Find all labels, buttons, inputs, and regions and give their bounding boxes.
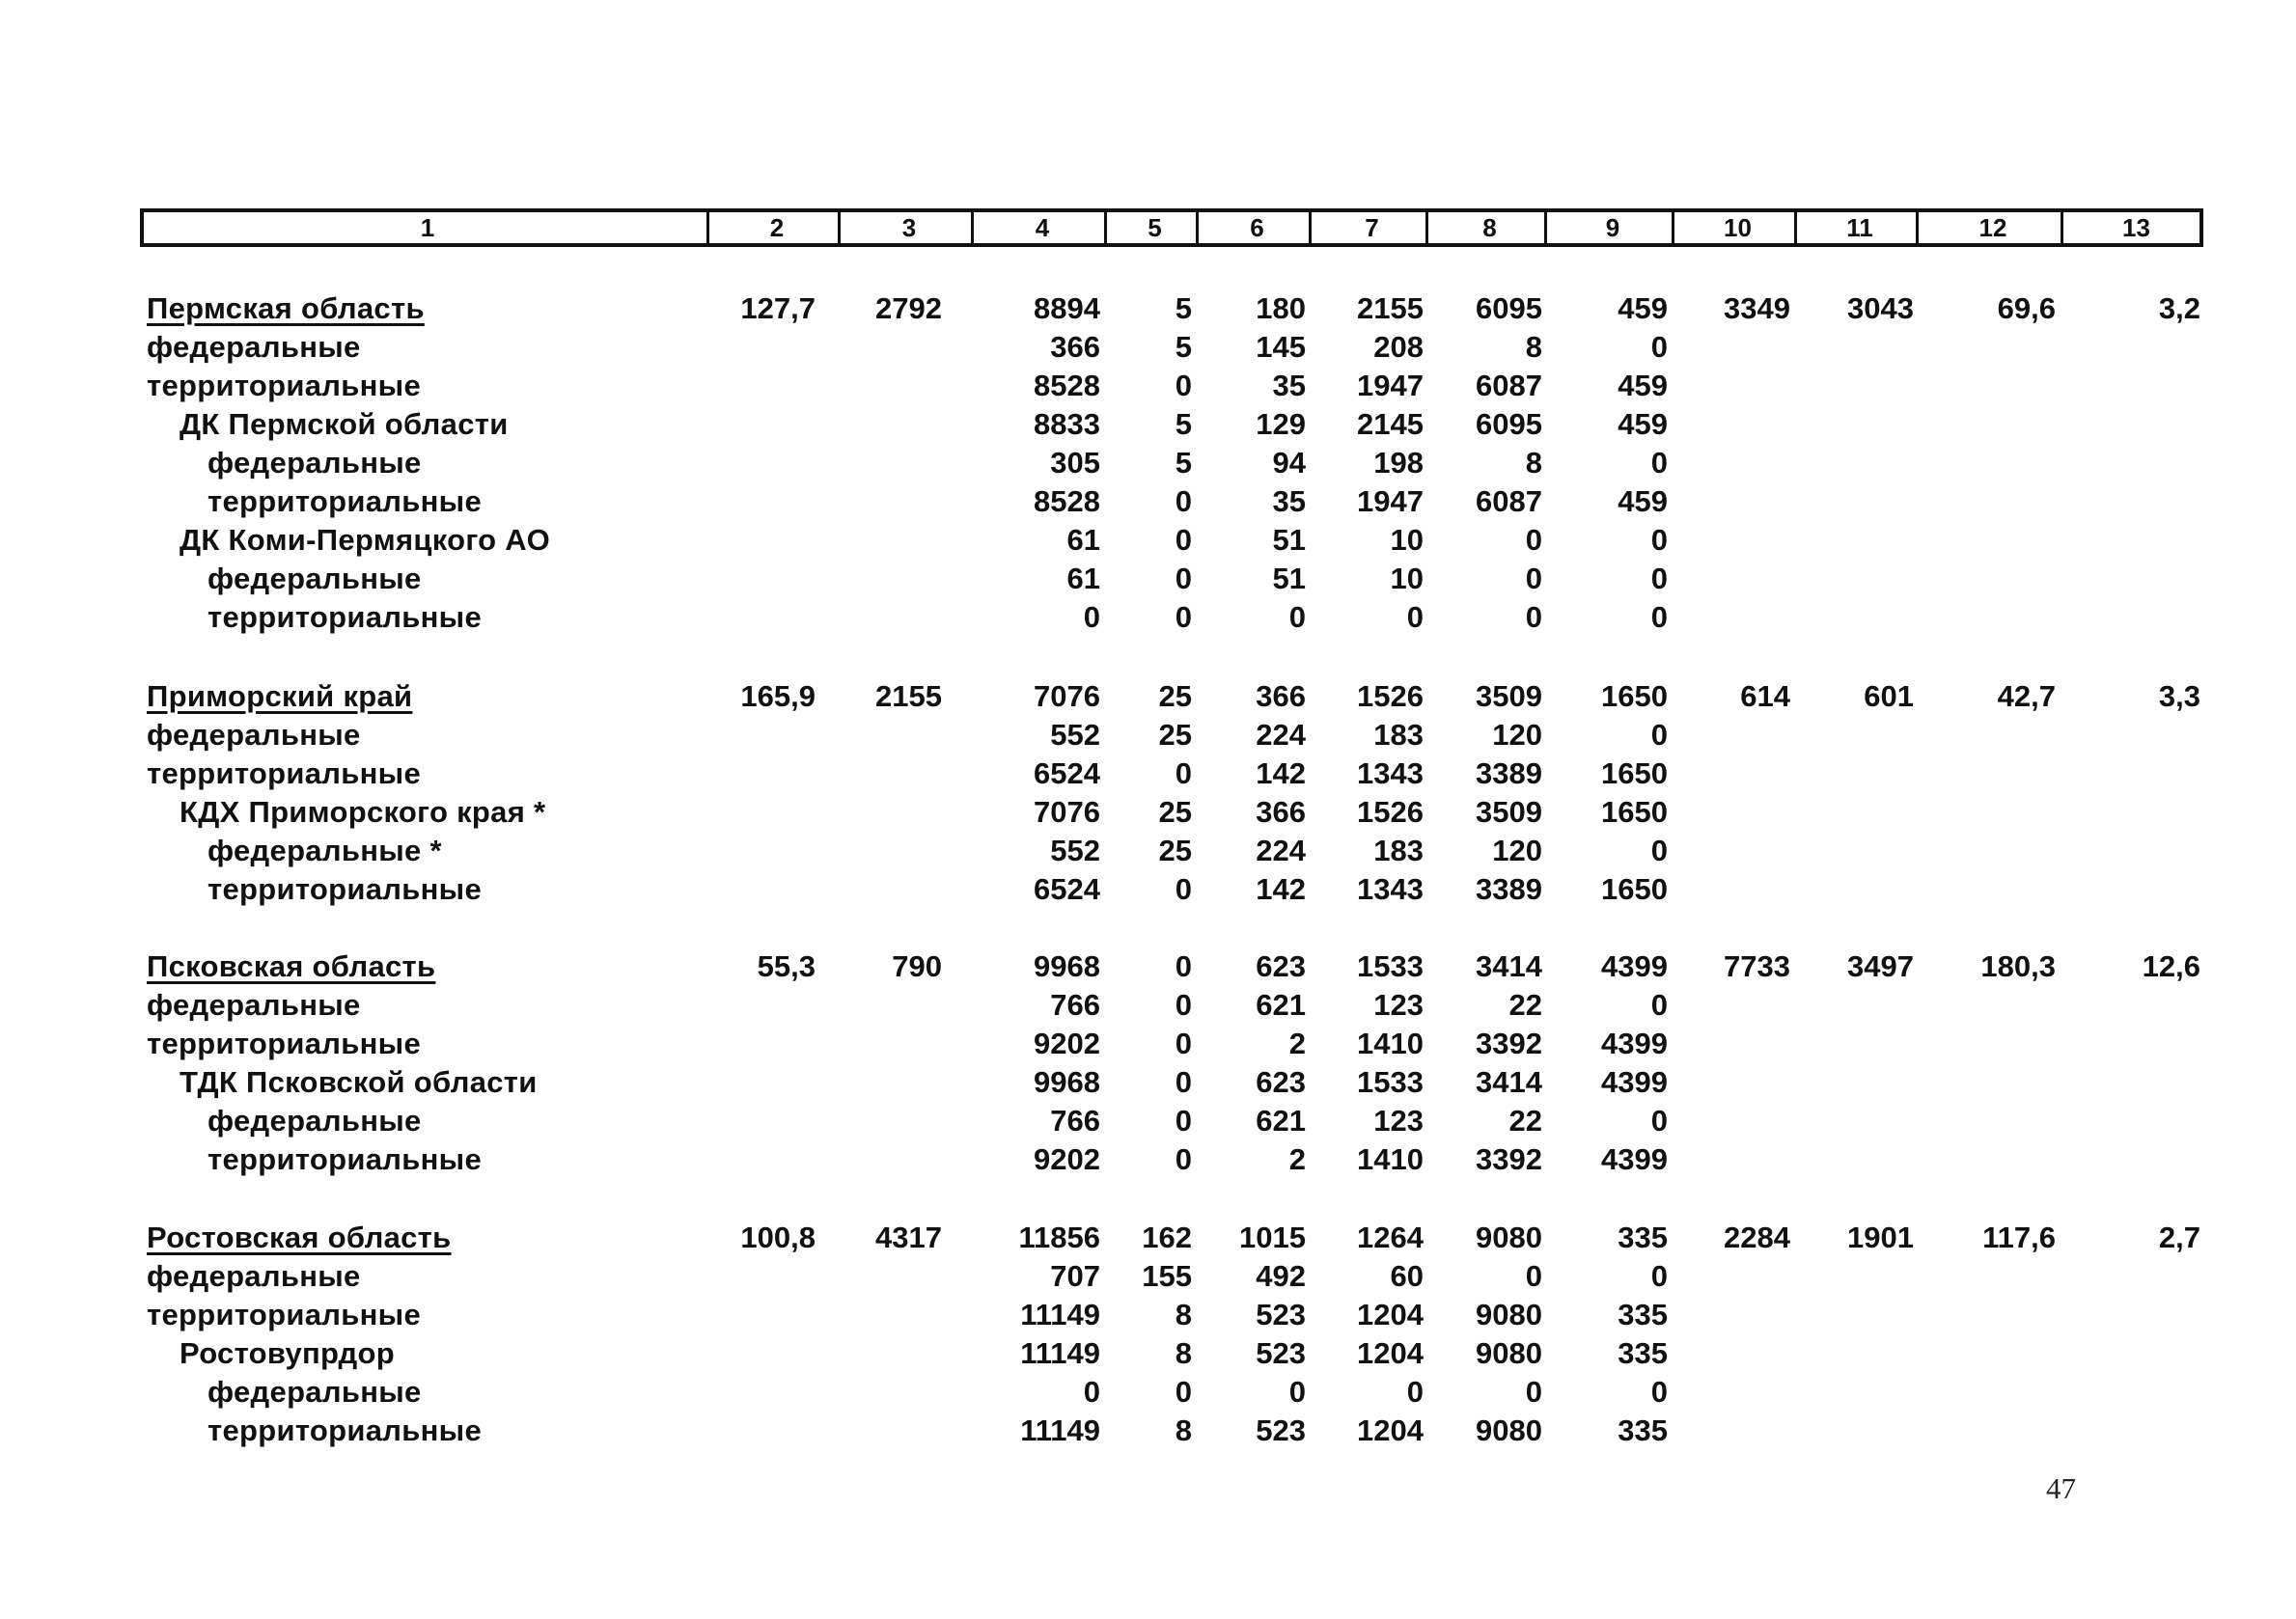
cell-col-8: 3414 xyxy=(1476,1065,1542,1099)
cell-col-11: 1901 xyxy=(1847,1221,1914,1254)
cell-col-11: 3497 xyxy=(1847,949,1914,983)
cell-col-8: 9080 xyxy=(1476,1413,1542,1447)
cell-col-9: 4399 xyxy=(1601,1065,1668,1099)
cell-col-8: 6095 xyxy=(1476,407,1542,441)
row-label: федеральные xyxy=(147,988,361,1022)
row-label: федеральные xyxy=(147,330,361,364)
cell-col-8: 9080 xyxy=(1476,1221,1542,1254)
cell-col-7: 1947 xyxy=(1357,369,1424,402)
cell-col-5: 25 xyxy=(1158,795,1192,829)
cell-col-9: 1650 xyxy=(1601,756,1668,790)
cell-col-5: 0 xyxy=(1175,756,1192,790)
cell-col-2: 165,9 xyxy=(740,679,816,713)
column-header-11: 11 xyxy=(1846,212,1873,242)
cell-col-4: 11149 xyxy=(1020,1413,1100,1447)
cell-col-6: 142 xyxy=(1256,756,1306,790)
cell-col-7: 1533 xyxy=(1357,1065,1424,1099)
cell-col-8: 0 xyxy=(1525,1375,1542,1409)
cell-col-6: 0 xyxy=(1288,600,1306,634)
cell-col-12: 117,6 xyxy=(1982,1221,2056,1254)
cell-col-7: 198 xyxy=(1373,446,1424,480)
cell-col-6: 1015 xyxy=(1239,1221,1306,1254)
table-row xyxy=(0,407,2296,446)
cell-col-8: 3389 xyxy=(1476,756,1542,790)
cell-col-7: 1204 xyxy=(1357,1413,1424,1447)
region-row xyxy=(0,291,2296,330)
table-row xyxy=(0,1104,2296,1142)
cell-col-7: 1947 xyxy=(1357,484,1424,518)
cell-col-5: 0 xyxy=(1175,872,1192,906)
cell-col-6: 366 xyxy=(1256,795,1306,829)
cell-col-6: 224 xyxy=(1256,718,1306,752)
region-name: Ростовская область xyxy=(147,1221,452,1254)
cell-col-6: 2 xyxy=(1288,1142,1306,1176)
cell-col-6: 145 xyxy=(1256,330,1306,364)
cell-col-13: 3,3 xyxy=(2158,679,2200,713)
cell-col-8: 6087 xyxy=(1476,484,1542,518)
table-row xyxy=(0,600,2296,639)
cell-col-9: 459 xyxy=(1618,291,1668,325)
cell-col-3: 2792 xyxy=(875,291,942,325)
cell-col-3: 2155 xyxy=(875,679,942,713)
cell-col-8: 8 xyxy=(1525,330,1542,364)
cell-col-9: 1650 xyxy=(1601,795,1668,829)
cell-col-4: 6524 xyxy=(1034,872,1100,906)
cell-col-7: 1343 xyxy=(1357,872,1424,906)
table-row xyxy=(0,988,2296,1027)
cell-col-6: 94 xyxy=(1272,446,1306,480)
column-header-3: 3 xyxy=(901,212,917,242)
cell-col-4: 766 xyxy=(1050,988,1100,1022)
cell-col-9: 4399 xyxy=(1601,1142,1668,1176)
region-row xyxy=(0,1221,2296,1259)
cell-col-2: 55,3 xyxy=(757,949,816,983)
cell-col-5: 8 xyxy=(1175,1413,1192,1447)
row-label: федеральные xyxy=(207,446,422,480)
cell-col-4: 0 xyxy=(1083,600,1100,634)
cell-col-6: 51 xyxy=(1272,562,1306,595)
row-label: территориальные xyxy=(207,1142,482,1176)
cell-col-9: 0 xyxy=(1650,988,1668,1022)
cell-col-7: 0 xyxy=(1406,1375,1424,1409)
cell-col-10: 614 xyxy=(1740,679,1790,713)
cell-col-8: 3389 xyxy=(1476,872,1542,906)
table-row xyxy=(0,1259,2296,1298)
cell-col-6: 523 xyxy=(1256,1413,1306,1447)
cell-col-9: 0 xyxy=(1650,1259,1668,1293)
cell-col-9: 1650 xyxy=(1601,679,1668,713)
cell-col-4: 366 xyxy=(1050,330,1100,364)
cell-col-9: 0 xyxy=(1650,446,1668,480)
cell-col-9: 1650 xyxy=(1601,872,1668,906)
cell-col-5: 25 xyxy=(1158,718,1192,752)
cell-col-8: 0 xyxy=(1525,562,1542,595)
cell-col-7: 183 xyxy=(1373,834,1424,867)
cell-col-8: 120 xyxy=(1492,718,1542,752)
cell-col-7: 2155 xyxy=(1357,291,1424,325)
cell-col-8: 0 xyxy=(1525,600,1542,634)
cell-col-9: 335 xyxy=(1618,1221,1668,1254)
cell-col-5: 25 xyxy=(1158,679,1192,713)
column-header-8: 8 xyxy=(1482,212,1497,242)
cell-col-4: 61 xyxy=(1066,562,1100,595)
cell-col-5: 0 xyxy=(1175,600,1192,634)
table-row xyxy=(0,330,2296,369)
cell-col-4: 6524 xyxy=(1034,756,1100,790)
region-name: Приморский край xyxy=(147,679,413,713)
row-label: территориальные xyxy=(207,600,482,634)
region-name: Псковская область xyxy=(147,949,436,983)
cell-col-8: 9080 xyxy=(1476,1298,1542,1331)
cell-col-7: 1526 xyxy=(1357,795,1424,829)
row-label: территориальные xyxy=(207,484,482,518)
row-label: КДХ Приморского края * xyxy=(180,795,546,829)
row-label: территориальные xyxy=(147,1298,421,1331)
cell-col-5: 8 xyxy=(1175,1298,1192,1331)
cell-col-7: 1264 xyxy=(1357,1221,1424,1254)
cell-col-5: 5 xyxy=(1175,330,1192,364)
row-label: территориальные xyxy=(147,756,421,790)
row-label: территориальные xyxy=(207,1413,482,1447)
row-label: Ростовупрдор xyxy=(180,1336,395,1370)
cell-col-5: 155 xyxy=(1142,1259,1192,1293)
cell-col-4: 552 xyxy=(1050,718,1100,752)
cell-col-5: 162 xyxy=(1142,1221,1192,1254)
cell-col-6: 0 xyxy=(1288,1375,1306,1409)
cell-col-12: 69,6 xyxy=(1997,291,2056,325)
row-label: ДК Пермской области xyxy=(180,407,509,441)
cell-col-7: 0 xyxy=(1406,600,1424,634)
cell-col-5: 25 xyxy=(1158,834,1192,867)
row-label: территориальные xyxy=(147,369,421,402)
cell-col-8: 22 xyxy=(1508,988,1542,1022)
column-header-10: 10 xyxy=(1724,212,1752,242)
cell-col-8: 120 xyxy=(1492,834,1542,867)
cell-col-9: 459 xyxy=(1618,484,1668,518)
row-label: федеральные * xyxy=(207,834,442,867)
table-row xyxy=(0,562,2296,600)
table-row xyxy=(0,523,2296,562)
cell-col-6: 523 xyxy=(1256,1298,1306,1331)
cell-col-6: 366 xyxy=(1256,679,1306,713)
row-label: ТДК Псковской области xyxy=(180,1065,538,1099)
column-header-13: 13 xyxy=(2122,212,2150,242)
cell-col-3: 4317 xyxy=(875,1221,942,1254)
cell-col-2: 100,8 xyxy=(740,1221,816,1254)
cell-col-5: 0 xyxy=(1175,1027,1192,1060)
cell-col-6: 621 xyxy=(1256,988,1306,1022)
row-label: ДК Коми-Пермяцкого АО xyxy=(180,523,550,557)
cell-col-7: 1533 xyxy=(1357,949,1424,983)
cell-col-8: 3392 xyxy=(1476,1142,1542,1176)
cell-col-9: 0 xyxy=(1650,718,1668,752)
cell-col-9: 0 xyxy=(1650,330,1668,364)
cell-col-13: 12,6 xyxy=(2142,949,2200,983)
cell-col-8: 6095 xyxy=(1476,291,1542,325)
column-header-2: 2 xyxy=(769,212,785,242)
table-row xyxy=(0,834,2296,872)
cell-col-6: 621 xyxy=(1256,1104,1306,1138)
cell-col-5: 0 xyxy=(1175,562,1192,595)
cell-col-11: 601 xyxy=(1864,679,1914,713)
column-header-12: 12 xyxy=(1978,212,2007,242)
cell-col-4: 9968 xyxy=(1034,949,1100,983)
cell-col-9: 0 xyxy=(1650,523,1668,557)
column-header-1: 1 xyxy=(420,212,435,242)
table-row xyxy=(0,756,2296,795)
cell-col-7: 10 xyxy=(1390,562,1424,595)
cell-col-6: 35 xyxy=(1272,484,1306,518)
cell-col-4: 9968 xyxy=(1034,1065,1100,1099)
cell-col-4: 7076 xyxy=(1034,679,1100,713)
region-name: Пермская область xyxy=(147,291,425,325)
cell-col-4: 9202 xyxy=(1034,1142,1100,1176)
cell-col-9: 459 xyxy=(1618,407,1668,441)
cell-col-5: 0 xyxy=(1175,369,1192,402)
cell-col-7: 123 xyxy=(1373,1104,1424,1138)
cell-col-4: 766 xyxy=(1050,1104,1100,1138)
column-header-5: 5 xyxy=(1148,212,1162,242)
cell-col-7: 208 xyxy=(1373,330,1424,364)
cell-col-8: 0 xyxy=(1525,523,1542,557)
row-label: территориальные xyxy=(147,1027,421,1060)
cell-col-4: 8833 xyxy=(1034,407,1100,441)
cell-col-6: 224 xyxy=(1256,834,1306,867)
cell-col-7: 2145 xyxy=(1357,407,1424,441)
cell-col-7: 123 xyxy=(1373,988,1424,1022)
region-row xyxy=(0,679,2296,718)
cell-col-6: 129 xyxy=(1256,407,1306,441)
table-row xyxy=(0,795,2296,834)
cell-col-7: 1343 xyxy=(1357,756,1424,790)
cell-col-9: 0 xyxy=(1650,562,1668,595)
cell-col-9: 0 xyxy=(1650,1104,1668,1138)
table-row xyxy=(0,369,2296,407)
cell-col-6: 2 xyxy=(1288,1027,1306,1060)
row-label: федеральные xyxy=(147,718,361,752)
cell-col-6: 35 xyxy=(1272,369,1306,402)
cell-col-7: 1410 xyxy=(1357,1027,1424,1060)
cell-col-12: 180,3 xyxy=(1980,949,2056,983)
cell-col-8: 0 xyxy=(1525,1259,1542,1293)
cell-col-5: 5 xyxy=(1175,446,1192,480)
table-row xyxy=(0,1298,2296,1336)
cell-col-7: 1204 xyxy=(1357,1298,1424,1331)
cell-col-4: 8894 xyxy=(1034,291,1100,325)
cell-col-5: 5 xyxy=(1175,407,1192,441)
column-header-4: 4 xyxy=(1035,212,1050,242)
cell-col-5: 0 xyxy=(1175,1142,1192,1176)
cell-col-13: 2,7 xyxy=(2158,1221,2200,1254)
cell-col-4: 11149 xyxy=(1020,1298,1100,1331)
cell-col-9: 4399 xyxy=(1601,1027,1668,1060)
cell-col-8: 8 xyxy=(1525,446,1542,480)
cell-col-4: 8528 xyxy=(1034,484,1100,518)
cell-col-12: 42,7 xyxy=(1997,679,2056,713)
cell-col-9: 335 xyxy=(1618,1298,1668,1331)
table-row xyxy=(0,1065,2296,1104)
cell-col-4: 11149 xyxy=(1020,1336,1100,1370)
cell-col-9: 459 xyxy=(1618,369,1668,402)
cell-col-3: 790 xyxy=(892,949,942,983)
table-row xyxy=(0,1413,2296,1452)
table-row xyxy=(0,1142,2296,1181)
cell-col-5: 0 xyxy=(1175,1065,1192,1099)
cell-col-5: 0 xyxy=(1175,988,1192,1022)
cell-col-5: 0 xyxy=(1175,949,1192,983)
cell-col-5: 5 xyxy=(1175,291,1192,325)
page-number: 47 xyxy=(2046,1471,2076,1505)
cell-col-8: 9080 xyxy=(1476,1336,1542,1370)
cell-col-10: 2284 xyxy=(1724,1221,1790,1254)
cell-col-6: 623 xyxy=(1256,949,1306,983)
cell-col-7: 60 xyxy=(1390,1259,1424,1293)
cell-col-7: 10 xyxy=(1390,523,1424,557)
cell-col-6: 142 xyxy=(1256,872,1306,906)
cell-col-7: 1526 xyxy=(1357,679,1424,713)
cell-col-8: 22 xyxy=(1508,1104,1542,1138)
cell-col-8: 3392 xyxy=(1476,1027,1542,1060)
cell-col-8: 3509 xyxy=(1476,795,1542,829)
cell-col-7: 183 xyxy=(1373,718,1424,752)
column-header-6: 6 xyxy=(1250,212,1264,242)
cell-col-9: 0 xyxy=(1650,600,1668,634)
cell-col-8: 3414 xyxy=(1476,949,1542,983)
cell-col-6: 51 xyxy=(1272,523,1306,557)
cell-col-4: 61 xyxy=(1066,523,1100,557)
cell-col-11: 3043 xyxy=(1847,291,1914,325)
region-row xyxy=(0,949,2296,988)
cell-col-4: 707 xyxy=(1050,1259,1100,1293)
cell-col-4: 11856 xyxy=(1018,1221,1100,1254)
column-header-7: 7 xyxy=(1365,212,1379,242)
row-label: федеральные xyxy=(207,562,422,595)
row-label: федеральные xyxy=(207,1375,422,1409)
cell-col-5: 0 xyxy=(1175,484,1192,518)
cell-col-7: 1410 xyxy=(1357,1142,1424,1176)
row-label: федеральные xyxy=(147,1259,361,1293)
cell-col-9: 335 xyxy=(1618,1413,1668,1447)
cell-col-10: 3349 xyxy=(1724,291,1790,325)
cell-col-9: 4399 xyxy=(1601,949,1668,983)
cell-col-2: 127,7 xyxy=(740,291,816,325)
cell-col-4: 0 xyxy=(1083,1375,1100,1409)
cell-col-7: 1204 xyxy=(1357,1336,1424,1370)
table-row xyxy=(0,1336,2296,1375)
cell-col-9: 0 xyxy=(1650,834,1668,867)
cell-col-8: 6087 xyxy=(1476,369,1542,402)
cell-col-13: 3,2 xyxy=(2158,291,2200,325)
cell-col-5: 0 xyxy=(1175,1104,1192,1138)
cell-col-6: 180 xyxy=(1256,291,1306,325)
row-label: федеральные xyxy=(207,1104,422,1138)
table-row xyxy=(0,718,2296,756)
cell-col-5: 0 xyxy=(1175,1375,1192,1409)
cell-col-8: 3509 xyxy=(1476,679,1542,713)
row-label: территориальные xyxy=(207,872,482,906)
cell-col-5: 8 xyxy=(1175,1336,1192,1370)
cell-col-4: 7076 xyxy=(1034,795,1100,829)
table-row xyxy=(0,1375,2296,1413)
column-header-9: 9 xyxy=(1605,212,1620,242)
cell-col-6: 623 xyxy=(1256,1065,1306,1099)
table-row xyxy=(0,484,2296,523)
cell-col-6: 523 xyxy=(1256,1336,1306,1370)
cell-col-4: 9202 xyxy=(1034,1027,1100,1060)
cell-col-4: 305 xyxy=(1050,446,1100,480)
cell-col-4: 552 xyxy=(1050,834,1100,867)
cell-col-6: 492 xyxy=(1256,1259,1306,1293)
cell-col-9: 0 xyxy=(1650,1375,1668,1409)
table-row xyxy=(0,446,2296,484)
cell-col-5: 0 xyxy=(1175,523,1192,557)
cell-col-4: 8528 xyxy=(1034,369,1100,402)
table-row xyxy=(0,1027,2296,1065)
cell-col-9: 335 xyxy=(1618,1336,1668,1370)
cell-col-10: 7733 xyxy=(1724,949,1790,983)
table-row xyxy=(0,872,2296,911)
